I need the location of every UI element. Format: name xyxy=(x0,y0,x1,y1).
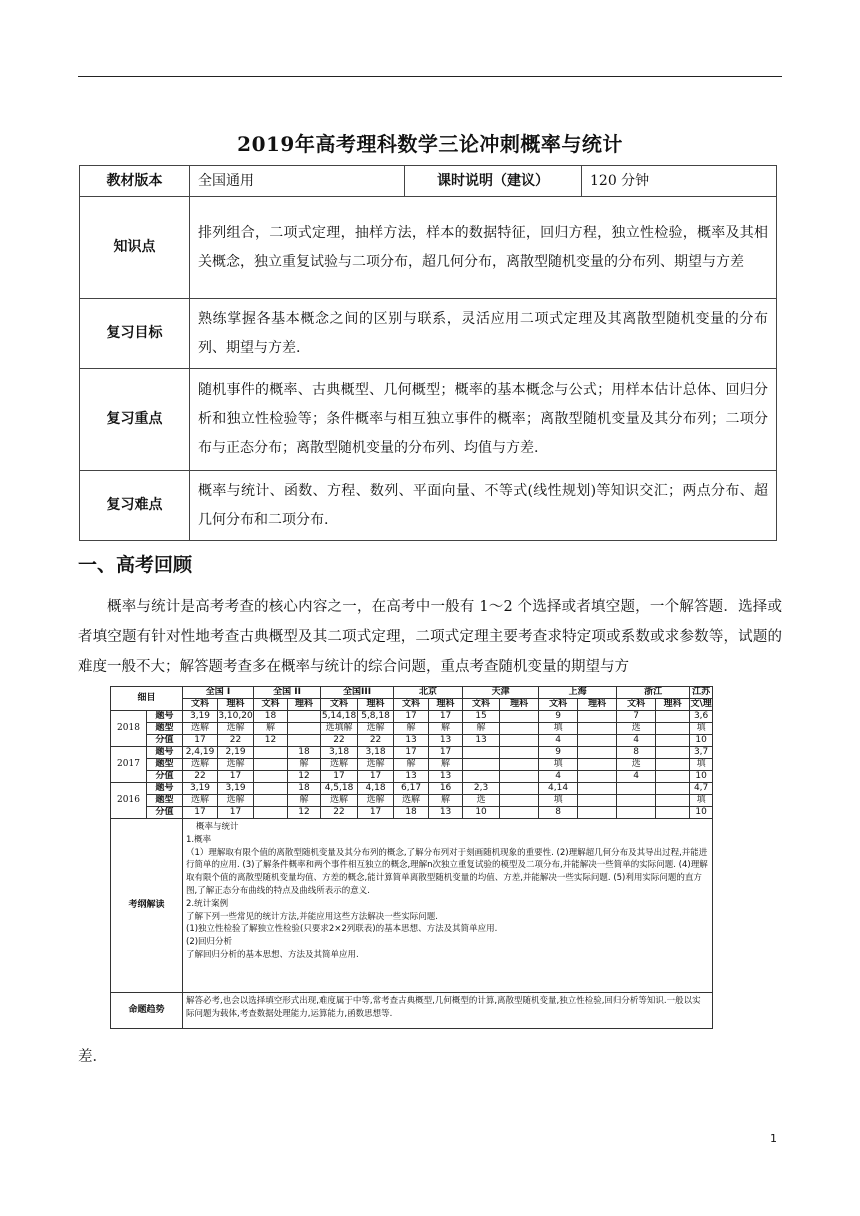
exam-region-header: 天津 xyxy=(463,687,539,699)
exam-row-label: 题型 xyxy=(147,759,183,771)
lesson-summary-table xyxy=(79,165,777,541)
exam-cell xyxy=(254,771,288,783)
exam-region-header: 全国 I xyxy=(183,687,254,699)
exam-row-label: 分值 xyxy=(147,771,183,783)
exam-cell xyxy=(617,795,656,807)
exam-track-header: 文科 xyxy=(463,699,500,711)
exam-cell xyxy=(500,747,539,759)
exam-cell xyxy=(288,735,321,747)
exam-cell: 17 xyxy=(183,807,218,819)
exam-cell: 18 xyxy=(394,807,429,819)
exam-track-header: 理科 xyxy=(429,699,463,711)
exam-cell: 5,14,18 xyxy=(321,711,357,721)
exam-cell xyxy=(656,711,690,723)
exam-cell: 4,14 xyxy=(539,783,578,795)
exam-cell: 解 xyxy=(288,795,321,807)
exam-cell: 16 xyxy=(429,783,463,795)
difficulty-value: 概率与统计、函数、方程、数列、平面向量、不等式(线性规划)等知识交汇；两点分布、超几何分布和二项分布. xyxy=(190,471,777,541)
summary-row-focus xyxy=(80,369,777,471)
exam-cell: 17 xyxy=(218,771,254,783)
exam-cell: 12 xyxy=(254,735,288,747)
exam-cell xyxy=(578,759,617,771)
goal-value: 熟练掌握各基本概念之间的区别与联系，灵活应用二项式定理及其离散型随机变量的分布列、期望与方差. xyxy=(190,299,777,369)
exam-subheader-row xyxy=(111,699,713,711)
exam-cell xyxy=(578,807,617,819)
exam-cell: 2,3 xyxy=(463,783,500,795)
exam-stats-table xyxy=(110,686,713,1029)
exam-cell xyxy=(500,783,539,795)
exam-track-header: 理科 xyxy=(656,699,690,711)
exam-header-row xyxy=(111,687,713,699)
exam-cell: 选解 xyxy=(321,795,358,807)
intro-paragraph: 概率与统计是高考考查的核心内容之一，在高考中一般有 1～2 个选择或者填空题，一个解答题．选择或者填空题有针对性地考查古典概型及其二项式定理，二项式定理主要考查求特定项或系数或求参数等，试题的难度一般不大；解答题考查多在概率与统计的综合问题，重点考查随机变量的期望与方 xyxy=(78,599,782,675)
knowledge-label: 知识点 xyxy=(80,197,190,299)
exam-cell: 18 xyxy=(288,783,321,795)
summary-row-difficulty xyxy=(80,471,777,541)
section-heading: 一、高考回顾 xyxy=(78,554,193,576)
exam-cell: 解 xyxy=(394,723,429,735)
exam-cell: 解 xyxy=(394,759,429,771)
exam-cell xyxy=(656,795,690,807)
exam-cell: 10 xyxy=(690,807,713,819)
exam-track-header: 文科 xyxy=(254,699,288,711)
exam-cell: 解 xyxy=(429,759,463,771)
exam-cell: 8 xyxy=(617,747,656,759)
outline-line: 概率与统计 xyxy=(196,822,239,832)
exam-cell: 选填解 xyxy=(321,723,358,735)
exam-cell: 22 xyxy=(321,735,358,747)
exam-cell: 4,18 xyxy=(358,783,394,795)
page-number: 1 xyxy=(770,1132,777,1145)
exam-cell: 3,7 xyxy=(690,747,713,759)
exam-cell: 8 xyxy=(539,807,578,819)
exam-cell: 3,19 xyxy=(183,783,218,795)
exam-cell: 17 xyxy=(358,771,394,783)
exam-data-row xyxy=(111,807,713,819)
exam-cell: 4 xyxy=(539,771,578,783)
summary-row-edition xyxy=(80,166,777,197)
exam-cell: 13 xyxy=(394,771,429,783)
exam-cell: 选解 xyxy=(358,723,394,735)
exam-cell: 2,19 xyxy=(218,747,254,759)
exam-cell: 4 xyxy=(539,735,578,747)
exam-cell xyxy=(656,723,690,735)
exam-cell: 解 xyxy=(429,723,463,735)
exam-cell xyxy=(578,783,617,795)
exam-cell xyxy=(463,759,500,771)
exam-cell: 22 xyxy=(321,807,358,819)
outline-text xyxy=(183,819,713,993)
exam-cell: 3,18 xyxy=(358,747,394,759)
exam-region-header: 浙江 xyxy=(617,687,690,699)
exam-cell xyxy=(656,735,690,747)
exam-cell xyxy=(500,735,539,747)
exam-cell xyxy=(578,723,617,735)
exam-row-label: 题号 xyxy=(147,747,183,759)
exam-track-header: 理科 xyxy=(500,699,539,711)
exam-cell xyxy=(254,759,288,771)
exam-cell: 13 xyxy=(429,807,463,819)
trend-text: 解答必考,也会以选择填空形式出现,难度属于中等,常考查古典概型,几何概型的计算,离散型随机变量,独立性检验,回归分析等知识.一般以实际问题为载体,考查数据处理能力,运算能力,函数思想等. xyxy=(183,993,713,1029)
exam-cell xyxy=(578,735,617,747)
exam-cell xyxy=(288,711,321,723)
exam-cell xyxy=(578,795,617,807)
exam-track-header: 理科 xyxy=(218,699,254,711)
exam-cell: 选解 xyxy=(218,723,254,735)
exam-cell xyxy=(500,759,539,771)
exam-cell: 17 xyxy=(394,747,429,759)
exam-cell: 13 xyxy=(429,771,463,783)
exam-cell: 解 xyxy=(463,723,500,735)
outline-line: (1)独立性检验了解独立性检验(只要求2×2列联表)的基本思想、方法及其简单应用. xyxy=(186,924,498,935)
goal-label: 复习目标 xyxy=(80,299,190,369)
exam-cell: 13 xyxy=(429,735,463,747)
exam-cell: 选解 xyxy=(183,723,218,735)
exam-cell: 10 xyxy=(463,807,500,819)
difficulty-label: 复习难点 xyxy=(80,471,190,541)
exam-cell xyxy=(617,783,656,795)
exam-cell: 填 xyxy=(690,795,713,807)
exam-cell xyxy=(578,747,617,759)
exam-cell: 选解 xyxy=(358,795,394,807)
exam-cell: 3,19 xyxy=(218,783,254,795)
knowledge-value: 排列组合，二项式定理，抽样方法，样本的数据特征，回归方程，独立性检验，概率及其相关概念，独立重复试验与二项分布，超几何分布，离散型随机变量的分布列、期望与方差 xyxy=(190,197,777,299)
exam-cell: 22 xyxy=(358,735,394,747)
exam-cell: 选解 xyxy=(321,759,358,771)
exam-row-label: 题型 xyxy=(147,723,183,735)
exam-cell xyxy=(656,759,690,771)
exam-cell: 选解 xyxy=(218,795,254,807)
exam-cell: 17 xyxy=(218,807,254,819)
exam-region-header: 北京 xyxy=(394,687,463,699)
exam-cell xyxy=(463,747,500,759)
header-rule xyxy=(78,76,782,77)
exam-cell: 3,10,20 xyxy=(218,711,253,721)
exam-cell xyxy=(500,711,539,723)
exam-cell: 填 xyxy=(690,759,713,771)
edition-value: 全国通用 xyxy=(190,166,405,197)
exam-cell: 9 xyxy=(539,747,578,759)
exam-data-row xyxy=(111,771,713,783)
exam-row-label: 题型 xyxy=(147,795,183,807)
exam-cell: 选解 xyxy=(183,759,218,771)
exam-cell xyxy=(500,771,539,783)
exam-review-figure xyxy=(110,686,712,1062)
exam-cell: 解 xyxy=(288,759,321,771)
exam-cell: 填 xyxy=(539,795,578,807)
exam-cell xyxy=(500,795,539,807)
exam-row-label: 分值 xyxy=(147,807,183,819)
exam-region-header: 江苏 xyxy=(690,687,713,699)
exam-cell: 4,5,18 xyxy=(321,783,358,795)
focus-label: 复习重点 xyxy=(80,369,190,471)
exam-cell xyxy=(500,807,539,819)
exam-cell xyxy=(656,783,690,795)
exam-year-cell: 2017 xyxy=(111,747,147,783)
exam-data-row xyxy=(111,795,713,807)
exam-cell: 3,6 xyxy=(690,711,713,723)
exam-cell: 解 xyxy=(254,723,288,735)
exam-year-cell: 2016 xyxy=(111,783,147,819)
summary-row-goal xyxy=(80,299,777,369)
outline-line: 了解下列一些常见的统计方法,并能应用这些方法解决一些实际问题. xyxy=(186,911,438,922)
outline-line: (2)回归分析 xyxy=(186,937,233,948)
exam-cell: 选 xyxy=(463,795,500,807)
exam-data-row xyxy=(111,747,713,759)
exam-year-cell: 2018 xyxy=(111,711,147,747)
exam-region-header: 全国 II xyxy=(254,687,321,699)
exam-row-label: 题号 xyxy=(147,783,183,795)
exam-cell: 选 xyxy=(617,759,656,771)
page-title: 2019年高考理科数学三论冲刺概率与统计 xyxy=(237,132,623,156)
exam-cell: 17 xyxy=(183,735,218,747)
exam-cell: 22 xyxy=(218,735,254,747)
exam-cell: 17 xyxy=(429,747,463,759)
exam-row-label: 分值 xyxy=(147,735,183,747)
outline-line: （1）理解取有限个值的离散型随机变量及其分布列的概念,了解分布列对于刻画随机现象的重要性. (2)理解超几何分布及其导出过程,并能进行简单的应用. (3)了解条件概率和两个事件相互独立的概念,理解n次独立重复试验的模型及二项分布,并能解决一些简单的实际问题. (4)理解取有限个值的离散型随机变量均值、方差的概念,能计算简单离散型随机变量的均值、方差,并能解决一些实际问题. (5)利用实际问题的直方图,了解正态分布曲线的特点及曲线所表示的意义. xyxy=(186,847,708,896)
exam-cell: 17 xyxy=(321,771,358,783)
exam-cell xyxy=(254,783,288,795)
exam-trend-row xyxy=(111,993,713,1029)
exam-cell: 2,4,19 xyxy=(183,747,218,759)
exam-region-header: 上海 xyxy=(539,687,617,699)
exam-cell xyxy=(656,747,690,759)
exam-cell: 3,18 xyxy=(321,747,358,759)
exam-cell: 10 xyxy=(690,771,713,783)
outline-line: 2.统计案例 xyxy=(186,898,229,909)
exam-cell: 18 xyxy=(254,711,288,723)
summary-row-knowledge xyxy=(80,197,777,299)
exam-cell: 选 xyxy=(617,723,656,735)
exam-cell: 17 xyxy=(429,711,463,723)
exam-cell: 18 xyxy=(288,747,321,759)
exam-cell xyxy=(500,723,539,735)
exam-region-header: 全国III xyxy=(321,687,394,699)
exam-data-row xyxy=(111,759,713,771)
exam-cell xyxy=(656,807,690,819)
exam-track-header: 理科 xyxy=(288,699,321,711)
exam-cell: 9 xyxy=(539,711,578,723)
exam-cell: 7 xyxy=(617,711,656,723)
exam-cell xyxy=(463,771,500,783)
exam-cell xyxy=(288,723,321,735)
outline-line: 了解回归分析的基本思想、方法及其简单应用. xyxy=(186,949,359,960)
exam-cell: 13 xyxy=(394,735,429,747)
exam-cell xyxy=(656,771,690,783)
edition-label: 教材版本 xyxy=(80,166,190,197)
focus-value: 随机事件的概率、古典概型、几何概型；概率的基本概念与公式；用样本估计总体、回归分析和独立性检验等；条件概率与相互独立事件的概率；离散型随机变量及其分布列；二项分布与正态分布；离散型随机变量的分布列、均值与方差. xyxy=(190,369,777,471)
exam-cell xyxy=(578,711,617,723)
exam-data-row xyxy=(111,723,713,735)
exam-cell xyxy=(617,807,656,819)
exam-cell: 解 xyxy=(429,795,463,807)
exam-track-header: 理科 xyxy=(578,699,617,711)
exam-cell: 填 xyxy=(690,723,713,735)
exam-track-header: 理科 xyxy=(358,699,394,711)
exam-cell: 4 xyxy=(617,771,656,783)
exam-cell: 4,7 xyxy=(690,783,713,795)
exam-cell: 5,8,18 xyxy=(358,711,394,723)
hours-value: 120 分钟 xyxy=(582,166,777,197)
exam-cell: 15 xyxy=(463,711,500,723)
exam-cell: 选解 xyxy=(183,795,218,807)
exam-cell: 22 xyxy=(183,771,218,783)
outline-line: 1.概率 xyxy=(186,834,212,845)
exam-track-header: 文科 xyxy=(321,699,358,711)
exam-track-header: 文科 xyxy=(183,699,218,711)
exam-data-row xyxy=(111,783,713,795)
exam-track-header: 文科 xyxy=(539,699,578,711)
exam-cell: 12 xyxy=(288,771,321,783)
exam-cell: 13 xyxy=(463,735,500,747)
exam-cell xyxy=(254,747,288,759)
exam-cell xyxy=(254,807,288,819)
exam-track-header: 文\理 xyxy=(690,699,712,709)
trend-label: 命题趋势 xyxy=(111,993,183,1029)
outline-label: 考纲解读 xyxy=(111,819,183,993)
exam-track-header: 文科 xyxy=(394,699,429,711)
exam-corner-label: 细目 xyxy=(111,687,183,711)
intro-continuation: 差． xyxy=(78,1049,107,1065)
hours-label: 课时说明（建议） xyxy=(405,166,582,197)
exam-cell: 3,19 xyxy=(183,711,218,723)
exam-cell xyxy=(578,771,617,783)
exam-cell: 选解 xyxy=(218,759,254,771)
exam-cell: 10 xyxy=(690,735,713,747)
exam-data-row xyxy=(111,711,713,723)
exam-cell: 17 xyxy=(394,711,429,723)
exam-row-label: 题号 xyxy=(147,711,183,723)
exam-data-row xyxy=(111,735,713,747)
exam-cell: 4 xyxy=(617,735,656,747)
exam-track-header: 文科 xyxy=(617,699,656,711)
exam-cell xyxy=(254,795,288,807)
exam-cell: 填 xyxy=(539,759,578,771)
exam-cell: 填 xyxy=(539,723,578,735)
exam-cell: 选解 xyxy=(394,795,429,807)
exam-cell: 12 xyxy=(288,807,321,819)
exam-cell: 6,17 xyxy=(394,783,429,795)
exam-cell: 选解 xyxy=(358,759,394,771)
exam-cell: 17 xyxy=(358,807,394,819)
exam-outline-row xyxy=(111,819,713,993)
